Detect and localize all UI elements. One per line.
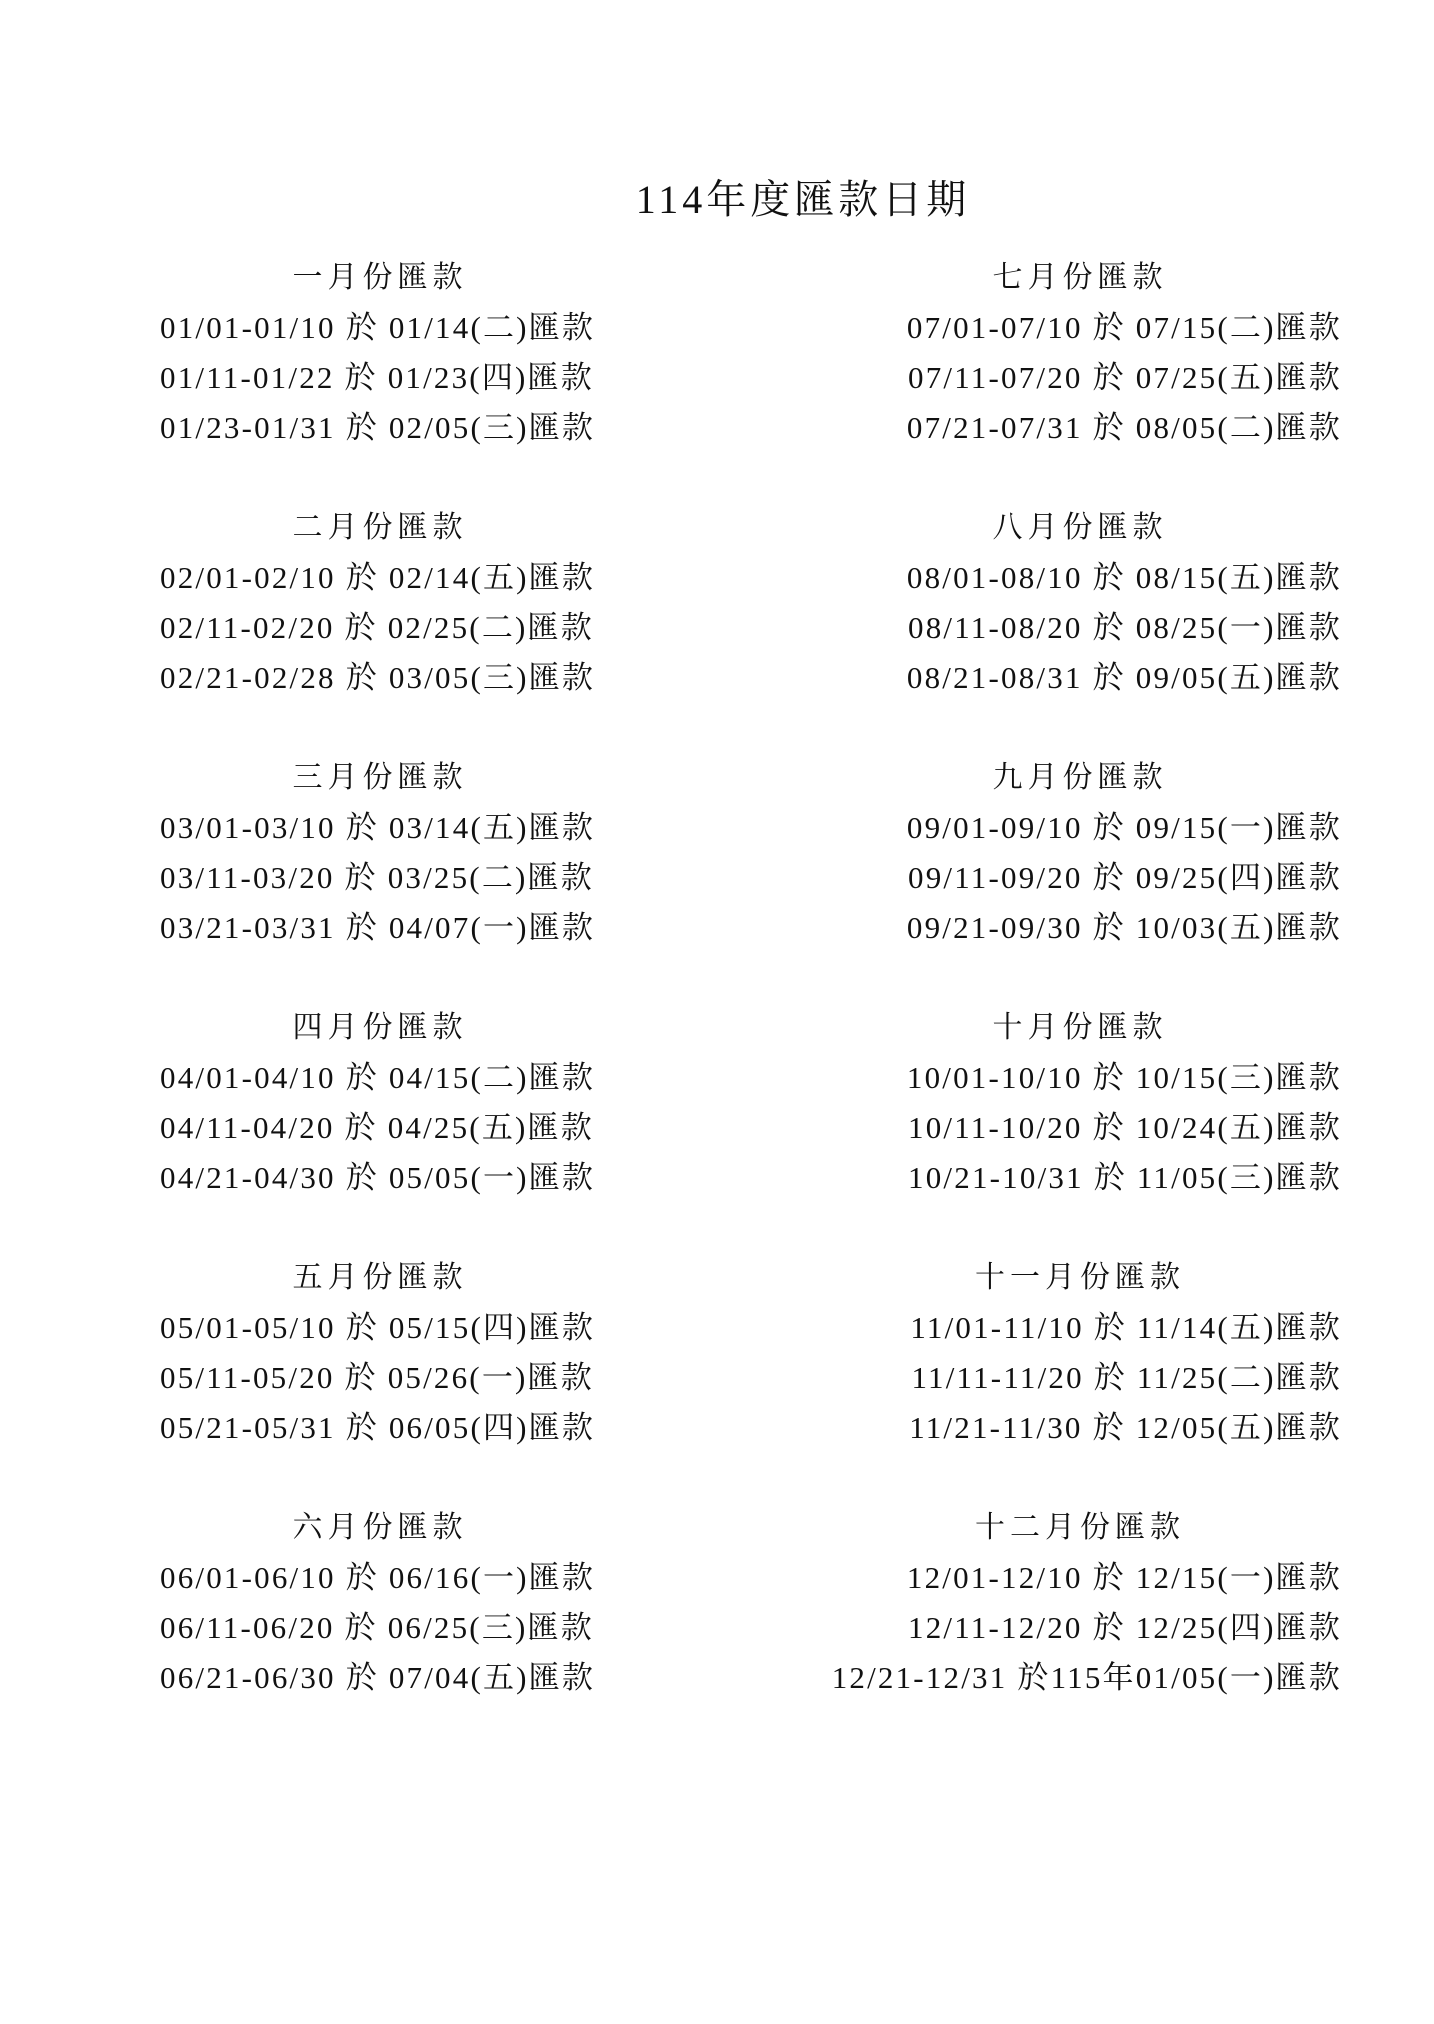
remittance-line: 09/11-09/20 於 09/25(四)匯款 — [908, 860, 1342, 895]
remittance-line: 04/21-04/30 於 05/05(一)匯款 — [160, 1160, 596, 1195]
month-block — [150, 1503, 690, 1753]
month-block — [740, 1503, 1350, 1753]
month-block — [150, 503, 690, 753]
month-block — [150, 1003, 690, 1253]
month-block — [740, 1253, 1350, 1503]
remittance-line: 02/11-02/20 於 02/25(二)匯款 — [160, 610, 594, 645]
month-heading: 五月份匯款 — [292, 1261, 468, 1294]
remittance-line: 07/01-07/10 於 07/15(二)匯款 — [906, 310, 1342, 345]
month-block — [150, 253, 690, 503]
month-block — [740, 503, 1350, 753]
remittance-line: 01/01-01/10 於 01/14(二)匯款 — [160, 310, 596, 345]
month-block — [740, 253, 1350, 503]
remittance-line: 07/21-07/31 於 08/05(二)匯款 — [906, 410, 1342, 445]
remittance-line: 12/01-12/10 於 12/15(一)匯款 — [906, 1560, 1342, 1595]
month-heading: 十月份匯款 — [992, 1011, 1168, 1044]
remittance-line: 01/11-01/22 於 01/23(四)匯款 — [160, 360, 594, 395]
remittance-line: 11/11-11/20 於 11/25(二)匯款 — [911, 1360, 1342, 1395]
remittance-line: 08/11-08/20 於 08/25(一)匯款 — [908, 610, 1342, 645]
remittance-line: 06/21-06/30 於 07/04(五)匯款 — [160, 1660, 596, 1695]
right-column — [740, 253, 1350, 1753]
remittance-line: 08/21-08/31 於 09/05(五)匯款 — [906, 660, 1342, 695]
left-column — [150, 253, 690, 1753]
remittance-line: 03/01-03/10 於 03/14(五)匯款 — [160, 810, 596, 845]
month-heading: 八月份匯款 — [992, 511, 1168, 544]
remittance-line: 10/21-10/31 於 11/05(三)匯款 — [908, 1160, 1342, 1195]
month-block — [740, 1003, 1350, 1253]
remittance-line: 05/01-05/10 於 05/15(四)匯款 — [160, 1310, 596, 1345]
month-heading: 十一月份匯款 — [975, 1261, 1185, 1294]
page-title: 114年度匯款日期 — [635, 177, 971, 222]
remittance-line: 05/11-05/20 於 05/26(一)匯款 — [160, 1360, 594, 1395]
month-heading: 七月份匯款 — [992, 261, 1168, 294]
remittance-line: 04/11-04/20 於 04/25(五)匯款 — [160, 1110, 594, 1145]
month-heading: 一月份匯款 — [292, 261, 468, 294]
month-block — [150, 1253, 690, 1503]
remittance-line: 08/01-08/10 於 08/15(五)匯款 — [906, 560, 1342, 595]
remittance-line: 09/21-09/30 於 10/03(五)匯款 — [906, 910, 1342, 945]
remittance-line: 12/11-12/20 於 12/25(四)匯款 — [908, 1610, 1342, 1645]
remittance-line: 01/23-01/31 於 02/05(三)匯款 — [160, 410, 596, 445]
remittance-line: 09/01-09/10 於 09/15(一)匯款 — [906, 810, 1342, 845]
remittance-line: 06/11-06/20 於 06/25(三)匯款 — [160, 1610, 594, 1645]
remittance-line: 07/11-07/20 於 07/25(五)匯款 — [908, 360, 1342, 395]
month-heading: 九月份匯款 — [992, 761, 1168, 794]
remittance-line: 02/21-02/28 於 03/05(三)匯款 — [160, 660, 596, 695]
remittance-line: 06/01-06/10 於 06/16(一)匯款 — [160, 1560, 596, 1595]
remittance-line: 10/11-10/20 於 10/24(五)匯款 — [908, 1110, 1342, 1145]
remittance-line: 02/01-02/10 於 02/14(五)匯款 — [160, 560, 596, 595]
remittance-line: 05/21-05/31 於 06/05(四)匯款 — [160, 1410, 596, 1445]
remittance-line: 04/01-04/10 於 04/15(二)匯款 — [160, 1060, 596, 1095]
month-heading: 四月份匯款 — [292, 1011, 468, 1044]
month-block — [740, 753, 1350, 1003]
remittance-line: 12/21-12/31 於115年01/05(一)匯款 — [831, 1660, 1342, 1695]
month-block — [150, 753, 690, 1003]
month-heading: 十二月份匯款 — [975, 1511, 1185, 1544]
month-heading: 三月份匯款 — [292, 761, 468, 794]
remittance-line: 03/21-03/31 於 04/07(一)匯款 — [160, 910, 596, 945]
remittance-line: 03/11-03/20 於 03/25(二)匯款 — [160, 860, 594, 895]
remittance-line: 10/01-10/10 於 10/15(三)匯款 — [906, 1060, 1342, 1095]
remittance-line: 11/21-11/30 於 12/05(五)匯款 — [909, 1410, 1342, 1445]
month-heading: 六月份匯款 — [292, 1511, 468, 1544]
remittance-line: 11/01-11/10 於 11/14(五)匯款 — [910, 1310, 1342, 1345]
month-heading: 二月份匯款 — [292, 511, 468, 544]
